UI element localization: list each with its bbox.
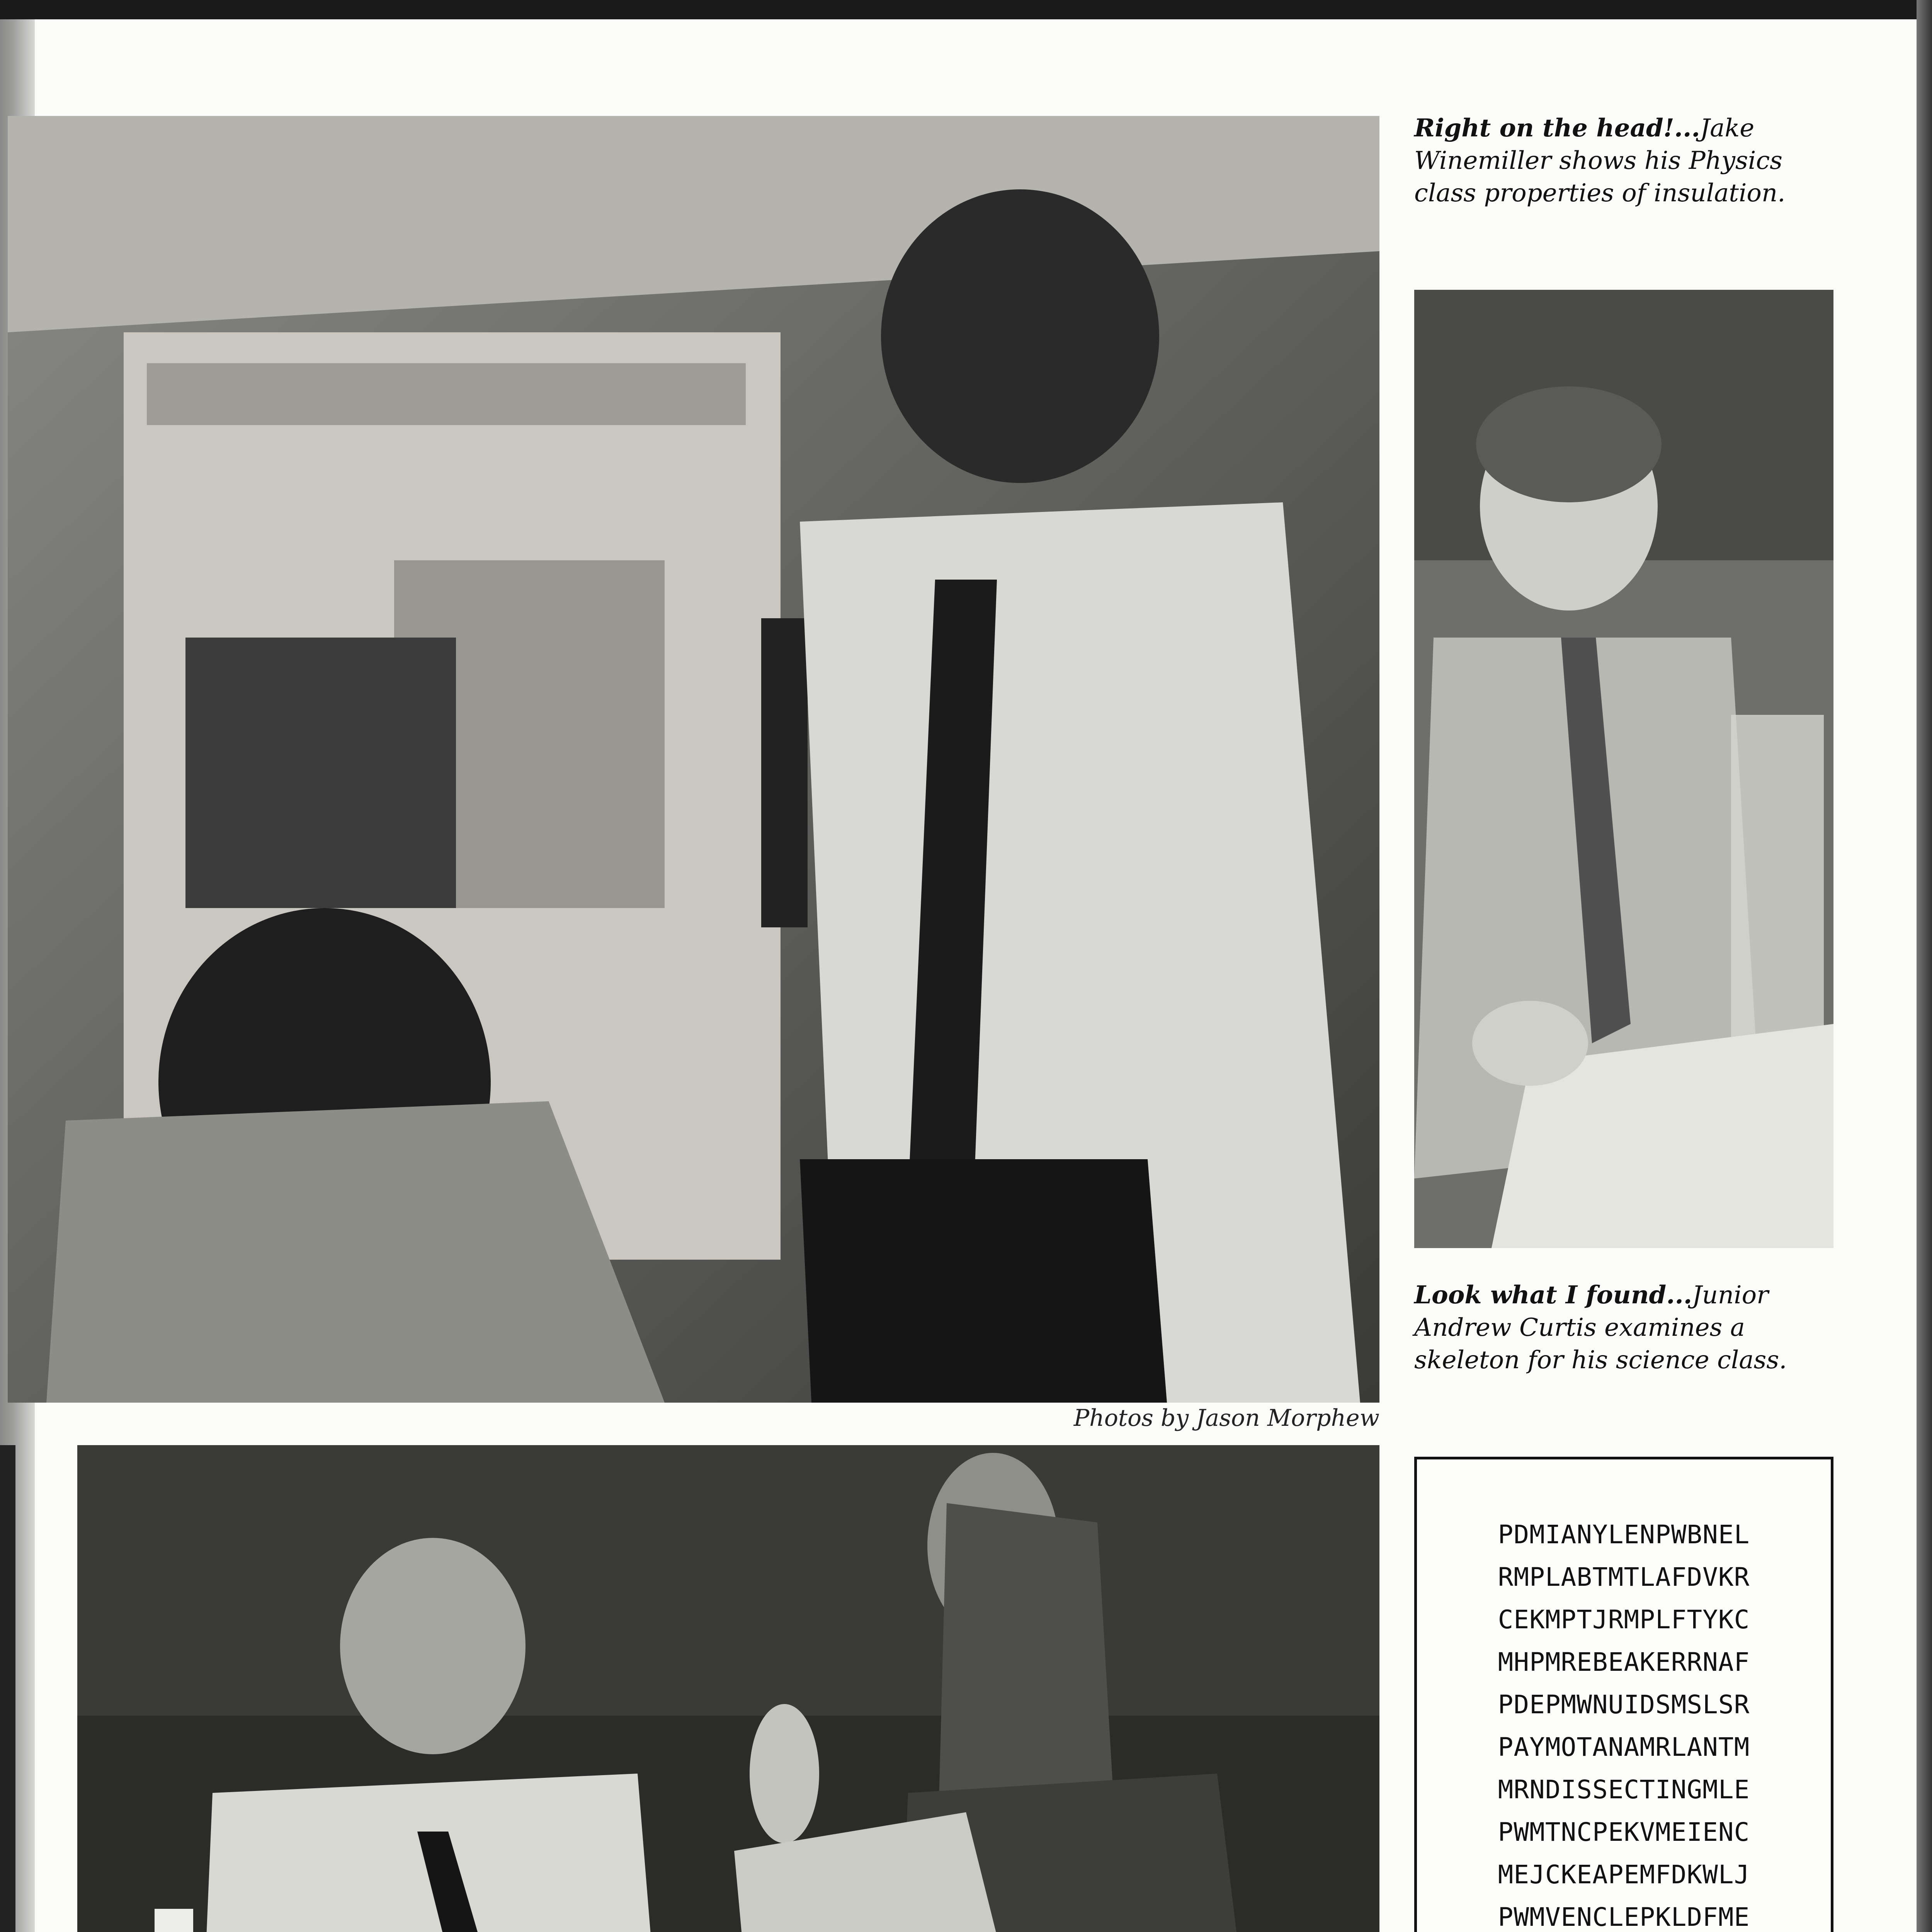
- caption-body: Junior Andrew Curtis examines a skeleton for his science class.: [1414, 1281, 1787, 1374]
- grid-row: MHPMREBEAKERRNAF: [1498, 1647, 1750, 1677]
- grid-row: PAYMOTANAMRLANTM: [1498, 1732, 1750, 1762]
- photo-insulation-demo: [8, 116, 1379, 1403]
- grid-row: PWMVENCLEPKLDFME: [1498, 1902, 1750, 1932]
- yearbook-page: [0, 19, 1917, 1932]
- grid-row: MEJCKEAPEMFDKWLJ: [1498, 1860, 1750, 1889]
- grid-row: PDMIANYLENPWBNEL: [1498, 1520, 1750, 1549]
- caption-body: Jake Winemiller shows his Physics class properties of insulation.: [1414, 114, 1786, 207]
- photo-edge-strip: [0, 1445, 15, 1932]
- grid-row: CEKMPTJRMPLFTYKC: [1498, 1605, 1750, 1634]
- grid-row: MRNDISSECTINGMLE: [1498, 1775, 1750, 1804]
- caption-insulation: [1414, 112, 1835, 209]
- caption-lead: Look what I found...: [1414, 1281, 1692, 1310]
- photo-skeleton-student: [1414, 290, 1833, 1248]
- word-search-grid: [1417, 1514, 1831, 1932]
- page-edge-shadow: [1917, 0, 1932, 1932]
- caption-skeleton: [1414, 1279, 1835, 1376]
- grid-row: PDEPMWNUIDSMSLSR: [1498, 1690, 1750, 1719]
- photo-credit: Photos by Jason Morphew: [1073, 1405, 1379, 1432]
- caption-lead: Right on the head!...: [1414, 114, 1700, 143]
- photo-physics-consult: [77, 1445, 1379, 1932]
- word-search-puzzle: [1414, 1457, 1833, 1932]
- grid-row: RMPLABTMTLAFDVKR: [1498, 1562, 1750, 1592]
- grid-row: PWMTNCPEKVMEIENC: [1498, 1817, 1750, 1847]
